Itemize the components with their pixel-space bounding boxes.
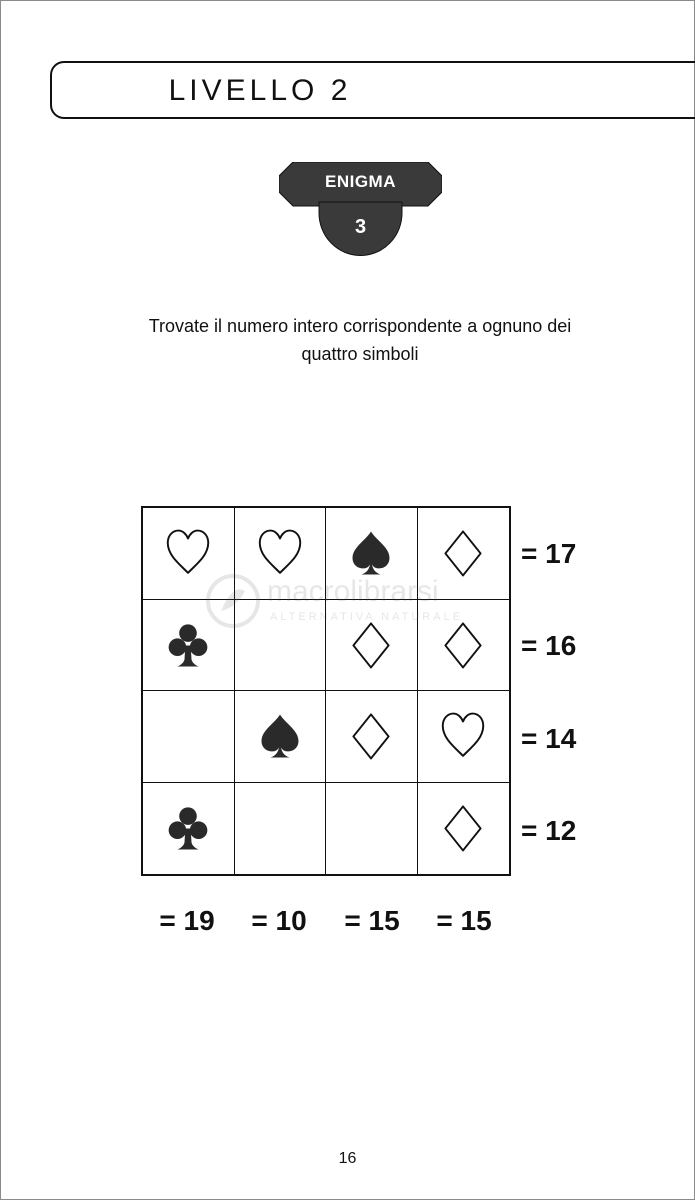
grid-cell-r3c2 bbox=[235, 691, 327, 783]
col-sum-1: = 19 bbox=[159, 905, 215, 936]
grid-cell-r3c4 bbox=[418, 691, 510, 783]
diamond-icon bbox=[441, 528, 485, 578]
instruction-line-2: quattro simboli bbox=[301, 344, 419, 364]
grid-cell-r2c2 bbox=[235, 600, 327, 692]
level-title: LIVELLO 2 bbox=[168, 74, 352, 107]
club-icon bbox=[166, 803, 210, 853]
col-sum-3: = 15 bbox=[344, 905, 400, 936]
diamond-icon bbox=[349, 620, 393, 670]
grid-cell-r4c4 bbox=[418, 783, 510, 875]
grid-cell-r4c2 bbox=[235, 783, 327, 875]
heart-icon bbox=[441, 711, 485, 761]
grid-cell-r1c1 bbox=[143, 508, 235, 600]
watermark-name: macrolibrarsi bbox=[267, 575, 439, 608]
grid-cell-r2c3 bbox=[326, 600, 418, 692]
page-number: 16 bbox=[338, 1150, 357, 1167]
grid-cell-r2c1 bbox=[143, 600, 235, 692]
grid-cell-r4c1 bbox=[143, 783, 235, 875]
grid-cell-r4c3 bbox=[326, 783, 418, 875]
grid-cell-r1c3 bbox=[326, 508, 418, 600]
heart-icon bbox=[258, 528, 302, 578]
spade-icon bbox=[258, 711, 302, 761]
grid-cell-r3c1 bbox=[143, 691, 235, 783]
club-icon bbox=[166, 620, 210, 670]
diamond-icon bbox=[441, 803, 485, 853]
heart-icon bbox=[166, 528, 210, 578]
instruction-text bbox=[60, 312, 660, 368]
col-sum-2: = 10 bbox=[251, 905, 307, 936]
puzzle-grid bbox=[141, 506, 511, 876]
enigma-number: 3 bbox=[354, 216, 367, 238]
diamond-icon bbox=[441, 620, 485, 670]
row-sum-3: = 14 bbox=[521, 723, 577, 754]
grid-cell-r3c3 bbox=[326, 691, 418, 783]
spade-icon bbox=[349, 528, 393, 578]
grid-cell-r1c2 bbox=[235, 508, 327, 600]
col-sum-4: = 15 bbox=[436, 905, 492, 936]
watermark-tagline: ALTERNATIVA NATURALE bbox=[270, 611, 464, 623]
grid-cell-r2c4 bbox=[418, 600, 510, 692]
row-sum-1: = 17 bbox=[521, 538, 577, 569]
instruction-line-1: Trovate il numero intero corrispondente a ognuno dei bbox=[148, 316, 572, 336]
row-sum-2: = 16 bbox=[521, 630, 577, 661]
enigma-label: ENIGMA bbox=[325, 172, 396, 191]
row-sum-4: = 12 bbox=[521, 815, 577, 846]
grid-cell-r1c4 bbox=[418, 508, 510, 600]
diamond-icon bbox=[349, 711, 393, 761]
